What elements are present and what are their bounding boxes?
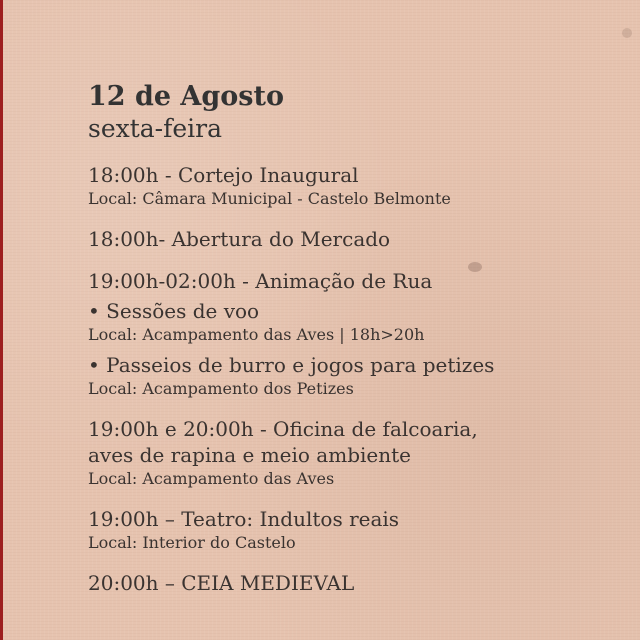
event-title: 19:00h e 20:00h - Oficina de falcoaria, (88, 417, 478, 441)
date-heading: 12 de Agosto (88, 81, 284, 112)
sub-event-item (88, 352, 628, 400)
event-title: 18:00h - Cortejo Inaugural (88, 163, 359, 187)
event-item (88, 570, 628, 596)
page-edge (0, 0, 3, 640)
weekday-heading: sexta-feira (88, 114, 223, 143)
sub-event-item (88, 298, 628, 346)
event-title: 19:00h-02:00h - Animação de Rua (88, 269, 433, 293)
sub-event-title: • Sessões de voo (88, 299, 260, 323)
event-title-continued: aves de rapina e meio ambiente (88, 443, 411, 467)
event-item (88, 162, 628, 210)
event-title: 18:00h- Abertura do Mercado (88, 227, 391, 251)
sub-event-location: Local: Acampamento das Aves | 18h>20h (88, 325, 425, 344)
event-item (88, 268, 628, 400)
event-title: 19:00h – Teatro: Indultos reais (88, 507, 400, 531)
event-item (88, 416, 628, 490)
sub-event-title: • Passeios de burro e jogos para petizes (88, 353, 495, 377)
event-item (88, 226, 628, 252)
event-item (88, 506, 628, 554)
paper-stain (622, 28, 632, 38)
program-page (88, 80, 628, 612)
event-location: Local: Interior do Castelo (88, 533, 296, 552)
event-location: Local: Acampamento das Aves (88, 469, 335, 488)
sub-event-location: Local: Acampamento dos Petizes (88, 379, 354, 398)
event-title: 20:00h – CEIA MEDIEVAL (88, 571, 355, 595)
event-location: Local: Câmara Municipal - Castelo Belmonte (88, 189, 451, 208)
